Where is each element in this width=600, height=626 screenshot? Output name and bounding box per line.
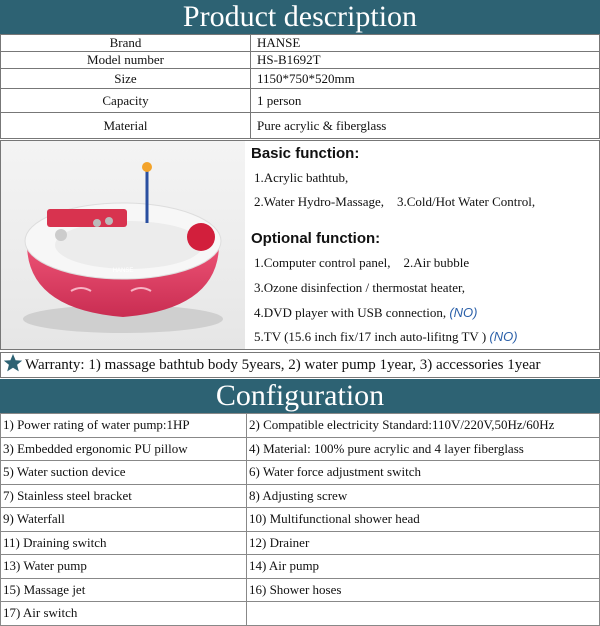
- table-row: [1, 414, 600, 438]
- spec-value: Pure acrylic & fiberglass: [251, 113, 600, 139]
- config-item: 11) Draining switch: [1, 531, 247, 555]
- optional-function-2: 3.Ozone disinfection / thermostat heater,: [254, 280, 466, 295]
- no-flag: (NO): [449, 305, 478, 320]
- table-row: [1, 508, 600, 532]
- optional-function-4-text: 5.TV (15.6 inch fix/17 inch auto-lifitng TV ): [254, 329, 487, 344]
- config-item: 6) Water force adjustment switch: [247, 461, 600, 485]
- warranty-text: Warranty: 1) massage bathtub body 5years, 2) water pump 1year, 3) accessories 1year: [25, 357, 541, 373]
- config-item: [247, 602, 600, 626]
- spec-label: Capacity: [1, 89, 251, 113]
- spec-value: 1150*750*520mm: [251, 69, 600, 89]
- spec-label: Size: [1, 69, 251, 89]
- config-item: 17) Air switch: [1, 602, 247, 626]
- product-section: [0, 140, 600, 350]
- brand-mark: HANSE: [112, 268, 134, 274]
- optional-function-3: [254, 305, 478, 321]
- spec-value: HANSE: [251, 35, 600, 52]
- basic-function-title: Basic function:: [251, 145, 360, 162]
- optional-function-1: 1.Computer control panel, 2.Air bubble: [254, 255, 470, 270]
- banner-title: Configuration: [215, 379, 385, 412]
- banner-title: Product description: [182, 0, 418, 33]
- table-row: [1, 531, 600, 555]
- table-row: [1, 484, 600, 508]
- optional-function-4: [254, 329, 518, 345]
- config-item: 1) Power rating of water pump:1HP: [1, 414, 247, 438]
- config-item: 3) Embedded ergonomic PU pillow: [1, 437, 247, 461]
- star-icon: [3, 353, 23, 373]
- config-item: 2) Compatible electricity Standard:110V/220V,50Hz/60Hz: [247, 414, 600, 438]
- config-item: 8) Adjusting screw: [247, 484, 600, 508]
- config-item: 14) Air pump: [247, 555, 600, 579]
- config-item: 12) Drainer: [247, 531, 600, 555]
- spec-value: 1 person: [251, 89, 600, 113]
- table-row: [1, 69, 600, 89]
- bathtub-photo: [1, 141, 245, 349]
- warranty-row: [0, 352, 600, 378]
- config-item: 7) Stainless steel bracket: [1, 484, 247, 508]
- spec-value: HS-B1692T: [251, 52, 600, 69]
- table-row: [1, 602, 600, 626]
- table-row: [1, 555, 600, 579]
- optional-function-title: Optional function:: [251, 230, 381, 247]
- spec-label: Material: [1, 113, 251, 139]
- no-flag: (NO): [489, 329, 518, 344]
- configuration-banner: [0, 379, 600, 413]
- spec-label: Brand: [1, 35, 251, 52]
- config-item: 10) Multifunctional shower head: [247, 508, 600, 532]
- table-row: [1, 461, 600, 485]
- table-row: [1, 113, 600, 139]
- table-row: [1, 52, 600, 69]
- basic-function-1: 1.Acrylic bathtub,: [254, 170, 349, 185]
- product-description-banner: [0, 0, 600, 34]
- optional-function-3-text: 4.DVD player with USB connection,: [254, 305, 447, 320]
- config-item: 16) Shower hoses: [247, 578, 600, 602]
- config-item: 15) Massage jet: [1, 578, 247, 602]
- table-row: [1, 437, 600, 461]
- basic-function-2: 2.Water Hydro-Massage, 3.Cold/Hot Water Control,: [254, 194, 536, 209]
- spec-table: [0, 34, 600, 139]
- config-item: 9) Waterfall: [1, 508, 247, 532]
- table-row: [1, 89, 600, 113]
- configuration-table: [0, 413, 600, 626]
- config-item: 13) Water pump: [1, 555, 247, 579]
- config-item: 5) Water suction device: [1, 461, 247, 485]
- table-row: [1, 35, 600, 52]
- config-item: 4) Material: 100% pure acrylic and 4 layer fiberglass: [247, 437, 600, 461]
- spec-label: Model number: [1, 52, 251, 69]
- table-row: [1, 578, 600, 602]
